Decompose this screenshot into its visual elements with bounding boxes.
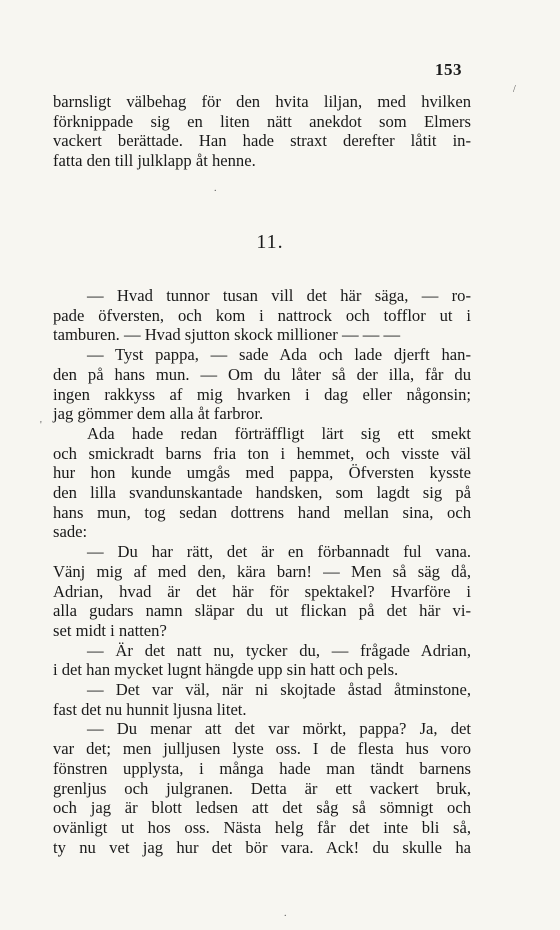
text-line: hans mun, tog sedan dottrens hand mellan sina, och (53, 502, 471, 522)
text-line: jag gömmer dem alla åt farbror. (53, 404, 264, 424)
text-line: — Tyst pappa, — sade Ada och lade djerft han- (87, 345, 471, 365)
text-line: var det; men julljusen lyste oss. I de flesta hus voro (53, 739, 471, 759)
text-line: Vänj mig af med den, kära barn! — Men så säg då, (53, 561, 471, 581)
chapter-heading: 11. (256, 231, 284, 253)
chapter-body (53, 286, 471, 857)
text-line: den lilla svandunskantade handsken, som lagdt sig på (53, 483, 471, 503)
text-line: barnsligt välbehag för den hvita liljan, med hvilken (53, 92, 471, 111)
text-line: och jag är blott ledsen att det såg så sömnigt och (53, 798, 471, 818)
page-number: 153 (435, 60, 462, 79)
text-line: den på hans mun. — Om du låter så der illa, får du (53, 364, 471, 384)
text-line: förknippade sig en liten nätt anekdot som Elmers (53, 111, 471, 131)
text-line: sade: (53, 522, 88, 542)
text-line: grenljus och julgranen. Detta är ett vackert bruk, (53, 778, 471, 798)
text-line: — Du har rätt, det är en förbannadt ful vana. (87, 542, 471, 562)
text-line: — Hvad tunnor tusan vill det här säga, — ro- (87, 286, 471, 305)
text-line: set midt i natten? (53, 620, 167, 640)
text-line: tamburen. — Hvad sjutton skock millioner — — — (53, 325, 401, 345)
stray-mark: / (513, 84, 516, 95)
text-line: alla gudars namn släpar du ut flickan på det här vi- (53, 601, 471, 621)
text-line: fönstren upplysta, i många hade man tändt barnens (53, 758, 471, 778)
text-line: — Du menar att det var mörkt, pappa? Ja, det (87, 719, 471, 739)
text-line: vackert berättade. Han hade straxt derefter låtit in- (53, 131, 471, 151)
stray-mark: . (214, 183, 217, 194)
text-line: hur hon kunde umgås med pappa, Öfversten kysste (53, 463, 471, 483)
text-line: — Det var väl, när ni skojtade åstad åtminstone, (87, 680, 471, 700)
text-line: Adrian, hvad är det här för spektakel? Hvarföre i (53, 581, 471, 601)
text-line: pade öfversten, och kom i nattrock och tofflor ut i (53, 305, 471, 325)
text-line: i det han mycket lugnt hängde upp sin hatt och pels. (53, 660, 399, 680)
text-line: — Är det natt nu, tycker du, — frågade Adrian, (87, 640, 471, 660)
text-line: ovänligt ut hos oss. Nästa helg får det inte bli så, (53, 817, 471, 837)
stray-mark: ' (40, 420, 42, 431)
text-line: ty nu vet jag hur det bör vara. Ack! du skulle ha (53, 837, 471, 857)
text-line: Ada hade redan förträffligt lärt sig ett smekt (87, 423, 471, 443)
text-line: och smickradt barns fria ton i hemmet, och visste väl (53, 443, 471, 463)
stray-mark: . (284, 908, 287, 919)
intro-paragraph (53, 92, 471, 171)
text-line: ingen rakkyss af mig hvarken i dag eller någonsin; (53, 384, 471, 404)
text-line: fast det nu hunnit ljusna litet. (53, 699, 247, 719)
text-line: fatta den till julklapp åt henne. (53, 151, 256, 171)
